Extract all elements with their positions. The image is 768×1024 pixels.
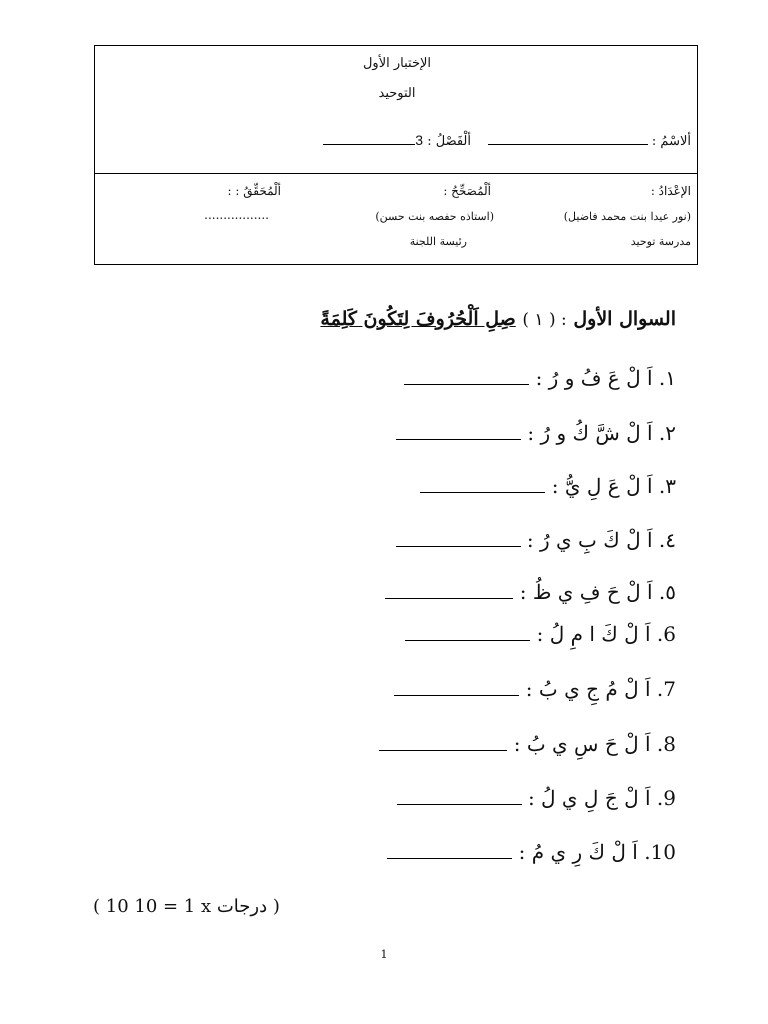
list-item (385, 580, 676, 604)
answer-blank (396, 532, 521, 547)
list-item (405, 622, 676, 646)
list-item (379, 732, 676, 756)
exam-subject: التوحيد (378, 86, 416, 101)
answer-blank (387, 844, 512, 859)
exam-title: الإختبار الأول (362, 56, 432, 71)
item-letters: اَ لْ حَ سِ ي بُ : (513, 732, 651, 756)
item-number: 7. (656, 677, 676, 701)
class-label: ألْفَصْلُ : (427, 134, 471, 149)
page-number: 1 (380, 948, 388, 961)
answer-blank (396, 425, 521, 440)
question-instruction: صِلِ اَلْحُرُوفَ لِتَكُونَ كَلِمَةً (320, 308, 516, 330)
item-letters: اَ لْ عَ لِ يُّ : (551, 474, 653, 498)
list-item (396, 421, 676, 445)
header-divider (95, 173, 697, 174)
item-number: 6. (656, 622, 676, 646)
item-number: ٢. (658, 421, 676, 445)
name-label: ألاسْمُ : (651, 134, 691, 149)
answer-blank (397, 790, 522, 805)
list-item (404, 366, 676, 390)
item-letters: اَ لْ جَ لِ ي لُ : (527, 786, 651, 810)
answer-blank (420, 478, 545, 493)
verifier-label: ألْمُحَقِّقُ : : (227, 184, 281, 198)
corrector-value: (استاذه حفصه بنت حسن) (375, 210, 494, 223)
item-number: ٥. (658, 580, 676, 604)
list-item (420, 474, 676, 498)
question-number: : ( ١ ) (522, 310, 567, 330)
class-value: 3 (415, 132, 424, 148)
exam-header-box (94, 45, 698, 265)
corrector-label: ألْمُصَحِّحُ : (443, 184, 491, 198)
item-number: ١. (658, 366, 676, 390)
item-number: ٣. (658, 474, 676, 498)
name-field (488, 130, 691, 149)
item-number: ٤. (658, 528, 676, 552)
answer-blank (405, 626, 530, 641)
item-letters: اَ لْ كَ رِ ي مُ : (518, 840, 638, 864)
score-line: ( 10 10 = 1 x درجات ) (93, 896, 280, 917)
item-number: 10. (644, 840, 676, 864)
item-letters: اَ لْ حَ فِ ي ظُ : (519, 580, 653, 604)
name-blank (488, 130, 648, 145)
item-letters: اَ لْ عَ فُ و رُ : (535, 366, 653, 390)
item-letters: اَ لْ مُ جِ ي بُ : (525, 677, 651, 701)
question-title: السوال الأول (573, 308, 676, 330)
list-item (396, 528, 676, 552)
item-number: 9. (656, 786, 676, 810)
answer-blank (394, 681, 519, 696)
item-number: 8. (656, 732, 676, 756)
answer-blank (404, 370, 529, 385)
answer-blank (385, 584, 513, 599)
list-item (387, 840, 676, 864)
item-letters: اَ لْ كَ بِ ي رُ : (526, 528, 653, 552)
class-field (323, 130, 471, 149)
item-letters: اَ لْ شَّ كُ و رُ : (527, 421, 653, 445)
list-item (394, 677, 676, 701)
answer-blank (379, 736, 507, 751)
list-item (397, 786, 676, 810)
committee-head: رئيسة اللجنة (409, 235, 467, 248)
class-blank (323, 130, 415, 145)
item-letters: اَ لْ كَ ا مِ لُ : (536, 622, 651, 646)
preparer-value: (نور عيدا بنت محمد فاضيل) (563, 210, 691, 223)
question-heading (320, 308, 676, 330)
preparer-label: الإعْدَادُ : (650, 184, 691, 198)
verifier-value: ................. (204, 208, 269, 222)
school-name: مدرسة توحيد (630, 235, 691, 248)
